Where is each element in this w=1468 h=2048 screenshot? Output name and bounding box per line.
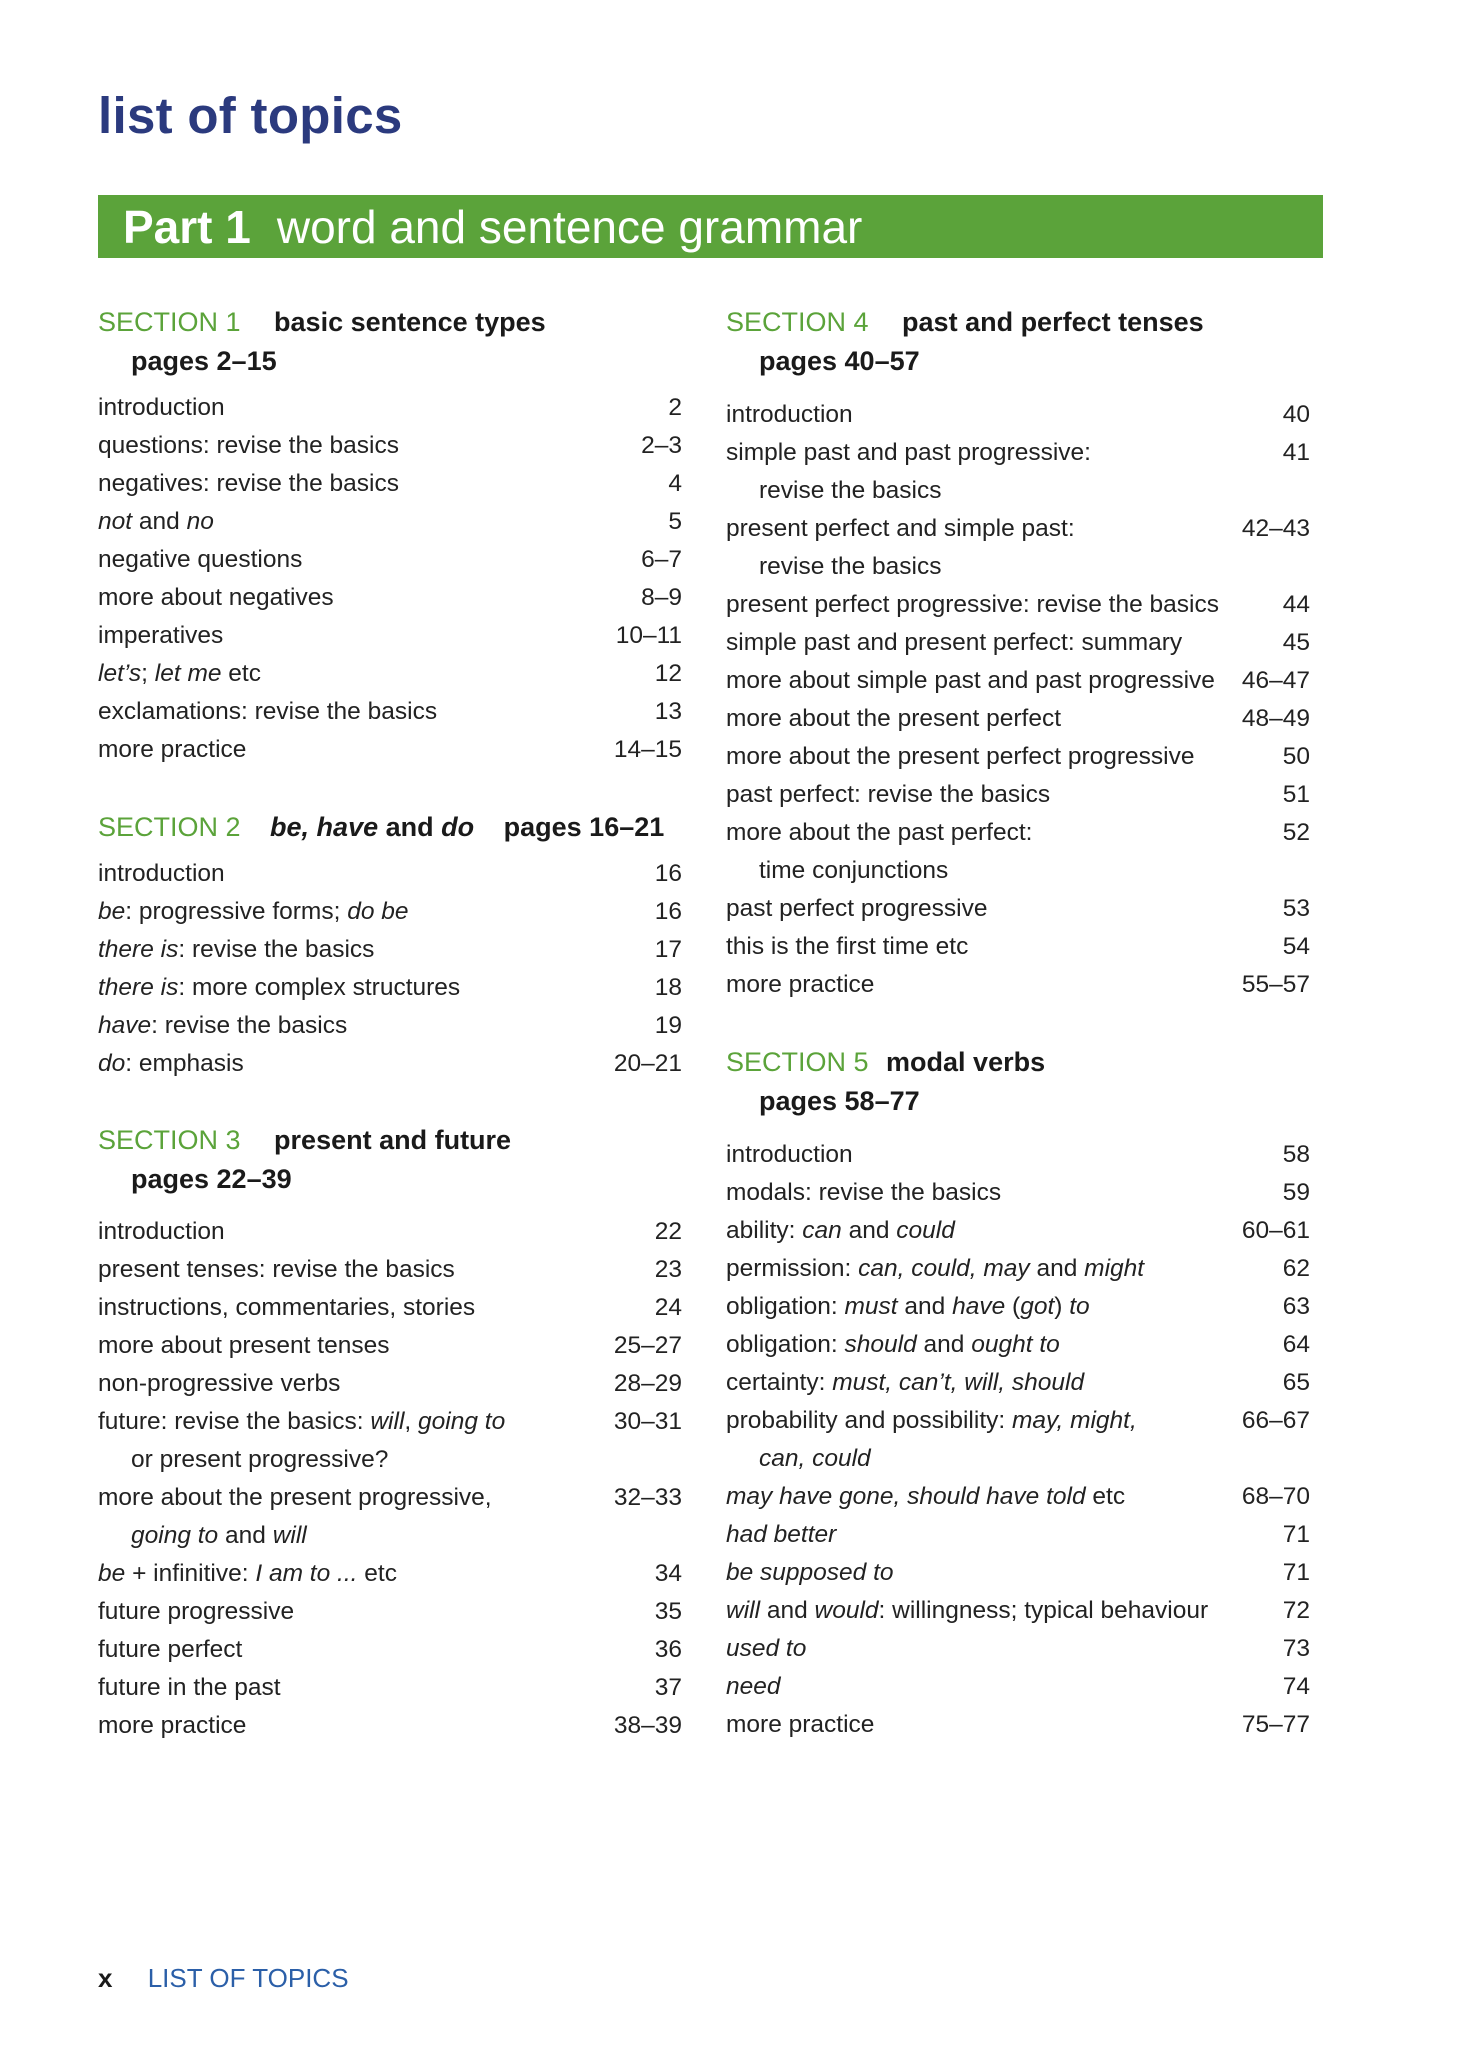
topic-text-italic: let’s (98, 660, 142, 687)
page-number: 74 (1282, 1673, 1310, 1700)
topic-text-italic: going to (131, 1522, 219, 1549)
page-title: list of topics (98, 87, 403, 144)
topic-text: questions: revise the basics (98, 432, 399, 459)
section-title-italic: do (441, 812, 475, 842)
topic-row (98, 1251, 682, 1289)
topic-text: or present progressive? (131, 1446, 389, 1473)
topic-row (98, 617, 682, 655)
running-head: LIST OF TOPICS (147, 1963, 349, 1993)
topic-row (726, 814, 1310, 852)
topic-row (726, 1554, 1310, 1592)
section-title-italic: be, have (270, 812, 379, 842)
topic-text: + infinitive: (125, 1560, 256, 1587)
page-number: 37 (654, 1674, 682, 1701)
topic-text: past perfect: revise the basics (726, 781, 1051, 808)
topic-text-italic: be supposed to (726, 1559, 894, 1586)
page-number: 53 (1282, 895, 1310, 922)
topic-row (98, 1631, 682, 1669)
topic-row (726, 890, 1310, 928)
section-2-pages: pages 16–21 (503, 812, 665, 842)
page-number: 59 (1282, 1179, 1310, 1206)
topic-text-italic: be (98, 898, 126, 925)
topic-text: revise the basics (759, 477, 942, 504)
topic-row (98, 1479, 682, 1517)
page-number: 2–3 (641, 432, 682, 459)
page-number: 4 (668, 470, 682, 497)
page-number: 16 (654, 898, 682, 925)
topic-text-italic: can, could, may (858, 1255, 1030, 1282)
topic-text: negatives: revise the basics (98, 470, 399, 497)
topic-text-italic: I am to ... (255, 1560, 358, 1587)
topic-text-italic: there is (98, 936, 179, 963)
topic-row-continued (759, 472, 941, 510)
topic-row (726, 1250, 1310, 1288)
topic-text: future progressive (98, 1598, 295, 1625)
topic-text: more practice (98, 736, 247, 763)
page-number: 55–57 (1241, 971, 1310, 998)
page-number: 75–77 (1241, 1711, 1310, 1738)
section-title: past and perfect tenses (902, 307, 1204, 337)
topic-row (726, 1592, 1310, 1630)
topic-row (98, 541, 682, 579)
topic-text-italic: have (98, 1012, 152, 1039)
page-number: 25–27 (613, 1332, 682, 1359)
topic-text: obligation: (726, 1331, 845, 1358)
section-title: modal verbs (886, 1047, 1046, 1077)
topic-text-italic: can (802, 1217, 842, 1244)
topic-text: : more complex structures (178, 974, 461, 1001)
topic-text: more practice (726, 971, 875, 998)
page-number: 50 (1282, 743, 1310, 770)
section-label: SECTION 3 (98, 1125, 241, 1155)
left-column (98, 0, 682, 2048)
topic-text-italic: should (844, 1331, 917, 1358)
topic-text: : willingness; typical behaviour (878, 1597, 1209, 1624)
page-number: 12 (654, 660, 682, 687)
page-number: 51 (1282, 781, 1310, 808)
topic-text: introduction (726, 401, 853, 428)
topic-row (726, 1174, 1310, 1212)
topic-text: and (897, 1293, 953, 1320)
section-label: SECTION 5 (726, 1047, 869, 1077)
page-number: 5 (668, 508, 682, 535)
topic-row (98, 655, 682, 693)
page-number: 28–29 (613, 1370, 682, 1397)
topic-row (726, 738, 1310, 776)
topic-row (726, 662, 1310, 700)
topic-text: revise the basics (759, 553, 942, 580)
topic-row (726, 1478, 1310, 1516)
topic-text: introduction (98, 1218, 225, 1245)
page-folio: x (98, 1963, 113, 1993)
topic-text: and (132, 508, 187, 535)
page-number: 71 (1282, 1559, 1310, 1586)
topic-row (726, 1364, 1310, 1402)
topic-text-italic: do be (347, 898, 409, 925)
topic-text-italic: may, might, (1012, 1407, 1137, 1434)
topic-row (98, 931, 682, 969)
page-number: 19 (654, 1012, 682, 1039)
topic-text-italic: need (726, 1673, 781, 1700)
topic-text-italic: can, could (759, 1445, 871, 1472)
section-title-plain: and (378, 812, 442, 842)
topic-text-italic: going to (418, 1408, 506, 1435)
topic-row (726, 1326, 1310, 1364)
topic-row (98, 1365, 682, 1403)
topic-row (98, 1707, 682, 1745)
page-number: 38–39 (613, 1712, 682, 1739)
topic-row (726, 1402, 1310, 1440)
topic-row (98, 855, 682, 893)
topic-text: future in the past (98, 1674, 281, 1701)
section-3-pages: pages 22–39 (131, 1164, 292, 1194)
page-number: 54 (1282, 933, 1310, 960)
topic-text: present perfect and simple past: (726, 515, 1075, 542)
topic-row (98, 1403, 682, 1441)
topic-text-italic: must (844, 1293, 898, 1320)
topic-text: present perfect progressive: revise the basics (726, 591, 1219, 618)
section-2-heading (98, 808, 664, 846)
topic-row (98, 427, 682, 465)
page-number: 71 (1282, 1521, 1310, 1548)
topic-row (726, 586, 1310, 624)
topic-text-italic: not (98, 508, 133, 535)
right-column (726, 0, 1310, 2048)
topic-text-italic: would (814, 1597, 879, 1624)
topic-text: obligation: (726, 1293, 845, 1320)
topic-text-italic: to (1069, 1293, 1090, 1320)
topic-text: permission: (726, 1255, 859, 1282)
topic-text-italic: may have gone, should have told (726, 1483, 1086, 1510)
topic-text-italic: there is (98, 974, 179, 1001)
page-number: 10–11 (615, 622, 682, 649)
page-number: 6–7 (641, 546, 682, 573)
page-number: 32–33 (613, 1484, 682, 1511)
topic-row (98, 1327, 682, 1365)
page-number: 30–31 (613, 1408, 682, 1435)
topic-text-italic: will (272, 1522, 307, 1549)
page-number: 23 (654, 1256, 682, 1283)
topic-row (726, 1706, 1310, 1744)
topic-row (98, 465, 682, 503)
page-number: 45 (1282, 629, 1310, 656)
topic-text-italic: no (186, 508, 214, 535)
topic-row (98, 389, 682, 427)
topic-text: : progressive forms; (125, 898, 348, 925)
page-number: 68–70 (1241, 1483, 1310, 1510)
topic-text: more about the present perfect (726, 705, 1062, 732)
topic-text: : revise the basics (178, 936, 375, 963)
topic-row (726, 510, 1310, 548)
topic-text: , (404, 1408, 419, 1435)
topic-text: imperatives (98, 622, 224, 649)
topic-text-italic: used to (726, 1635, 807, 1662)
section-3-heading (98, 1121, 511, 1159)
topic-text: and (916, 1331, 972, 1358)
topic-text-italic: let me (154, 660, 222, 687)
topic-text: ; (141, 660, 155, 687)
section-5-heading (726, 1043, 1045, 1081)
topic-text: more practice (726, 1711, 875, 1738)
topic-text-italic: could (896, 1217, 955, 1244)
topic-text: etc (221, 660, 261, 687)
page-number: 36 (654, 1636, 682, 1663)
section-1-pages: pages 2–15 (131, 346, 277, 376)
page-number: 22 (654, 1218, 682, 1245)
topic-row (726, 776, 1310, 814)
topic-row (98, 1593, 682, 1631)
topic-text-italic: have (952, 1293, 1006, 1320)
topic-text: this is the first time etc (726, 933, 969, 960)
page-number: 44 (1282, 591, 1310, 618)
topic-row-continued (759, 1440, 871, 1478)
topic-text: introduction (726, 1141, 853, 1168)
topic-text-italic: had better (726, 1521, 837, 1548)
topic-text: certainty: (726, 1369, 833, 1396)
topic-text: more about the past perfect: (726, 819, 1033, 846)
topic-text: more practice (98, 1712, 247, 1739)
page-number: 60–61 (1241, 1217, 1310, 1244)
topic-text: : emphasis (125, 1050, 244, 1077)
topic-row-continued (759, 548, 941, 586)
page-number: 14–15 (613, 736, 682, 763)
part-title: word and sentence grammar (276, 200, 863, 253)
topic-row-continued (131, 1441, 388, 1479)
topic-text-italic: might (1084, 1255, 1145, 1282)
topic-text: ( (1005, 1293, 1021, 1320)
topic-row (98, 731, 682, 769)
section-title: basic sentence types (274, 307, 546, 337)
topic-text: simple past and past progressive: (726, 439, 1091, 466)
topic-text-italic: be (98, 1560, 126, 1587)
topic-row (726, 1136, 1310, 1174)
topic-row (726, 396, 1310, 434)
topic-text: etc (357, 1560, 397, 1587)
topic-text: future perfect (98, 1636, 243, 1663)
topic-row (726, 1668, 1310, 1706)
topic-text: more about negatives (98, 584, 334, 611)
page-number: 18 (654, 974, 682, 1001)
topic-text: ) (1054, 1293, 1070, 1320)
topic-text: ability: (726, 1217, 803, 1244)
topic-row-continued (759, 852, 948, 890)
topic-text: instructions, commentaries, stories (98, 1294, 476, 1321)
page-number: 24 (654, 1294, 682, 1321)
topic-text-italic: ought to (971, 1331, 1060, 1358)
page-number: 8–9 (641, 584, 682, 611)
topic-row (726, 1516, 1310, 1554)
topic-row (726, 1630, 1310, 1668)
topic-text: negative questions (98, 546, 303, 573)
topic-text: and (218, 1522, 273, 1549)
topic-text: simple past and present perfect: summary (726, 629, 1183, 656)
page-number: 66–67 (1241, 1407, 1310, 1434)
topic-text: probability and possibility: (726, 1407, 1012, 1434)
topic-row (726, 624, 1310, 662)
page-footer (98, 1963, 349, 1994)
topic-text: exclamations: revise the basics (98, 698, 438, 725)
topic-text: more about present tenses (98, 1332, 390, 1359)
page-number: 65 (1282, 1369, 1310, 1396)
topic-row (98, 1007, 682, 1045)
topic-row-continued (131, 1517, 307, 1555)
topic-text: and (760, 1597, 815, 1624)
topic-row (726, 700, 1310, 738)
topic-text-italic: got (1020, 1293, 1055, 1320)
page-number: 64 (1282, 1331, 1310, 1358)
topic-row (98, 1045, 682, 1083)
topic-text-italic: must, can’t, will, should (832, 1369, 1085, 1396)
topic-text: introduction (98, 860, 225, 887)
page-number: 62 (1282, 1255, 1310, 1282)
topic-text-italic: will (370, 1408, 405, 1435)
page-number: 41 (1282, 439, 1310, 466)
page-number: 35 (654, 1598, 682, 1625)
topic-row (98, 1669, 682, 1707)
section-label: SECTION 4 (726, 307, 869, 337)
topic-row (98, 503, 682, 541)
topic-row (726, 966, 1310, 1004)
section-1-heading (98, 303, 546, 341)
topic-text: non-progressive verbs (98, 1370, 341, 1397)
section-label: SECTION 1 (98, 307, 241, 337)
topic-row (726, 434, 1310, 472)
topic-row (726, 1212, 1310, 1250)
topic-text-italic: will (726, 1597, 761, 1624)
page-number: 40 (1282, 401, 1310, 428)
topic-row (98, 1555, 682, 1593)
page-number: 2 (668, 394, 682, 421)
topic-row (98, 579, 682, 617)
section-4-pages: pages 40–57 (759, 346, 920, 376)
page-number: 16 (654, 860, 682, 887)
topic-row (98, 893, 682, 931)
topic-text: : revise the basics (151, 1012, 348, 1039)
topic-text: and (1029, 1255, 1085, 1282)
part-label: Part 1 (123, 200, 251, 253)
section-label: SECTION 2 (98, 812, 241, 842)
topic-row (98, 969, 682, 1007)
page-number: 46–47 (1241, 667, 1310, 694)
topic-row (726, 1288, 1310, 1326)
section-title (270, 812, 474, 842)
topic-text: past perfect progressive (726, 895, 988, 922)
topic-text: etc (1085, 1483, 1126, 1510)
topic-row (98, 693, 682, 731)
page-number: 17 (654, 936, 682, 963)
page-number: 20–21 (613, 1050, 682, 1077)
page-number: 13 (654, 698, 682, 725)
section-title: present and future (274, 1125, 512, 1155)
topic-text: more about simple past and past progressive (726, 667, 1215, 694)
topic-text: more about the present progressive, (98, 1484, 492, 1511)
page-number: 48–49 (1241, 705, 1310, 732)
topic-text: present tenses: revise the basics (98, 1256, 455, 1283)
topic-text: introduction (98, 394, 225, 421)
topic-row (726, 928, 1310, 966)
page-number: 34 (654, 1560, 682, 1587)
page-number: 42–43 (1241, 515, 1310, 542)
topic-text: more about the present perfect progressive (726, 743, 1195, 770)
topic-text: time conjunctions (759, 857, 949, 884)
section-4-heading (726, 303, 1204, 341)
topic-text: future: revise the basics: (98, 1408, 371, 1435)
topic-row (98, 1289, 682, 1327)
topic-row (98, 1213, 682, 1251)
section-5-pages: pages 58–77 (759, 1086, 920, 1116)
topic-text: and (841, 1217, 897, 1244)
topic-text: modals: revise the basics (726, 1179, 1002, 1206)
page-number: 73 (1282, 1635, 1310, 1662)
topic-text-italic: do (98, 1050, 126, 1077)
page-number: 52 (1282, 819, 1310, 846)
page-number: 72 (1282, 1597, 1310, 1624)
page-number: 58 (1282, 1141, 1310, 1168)
page-number: 63 (1282, 1293, 1310, 1320)
